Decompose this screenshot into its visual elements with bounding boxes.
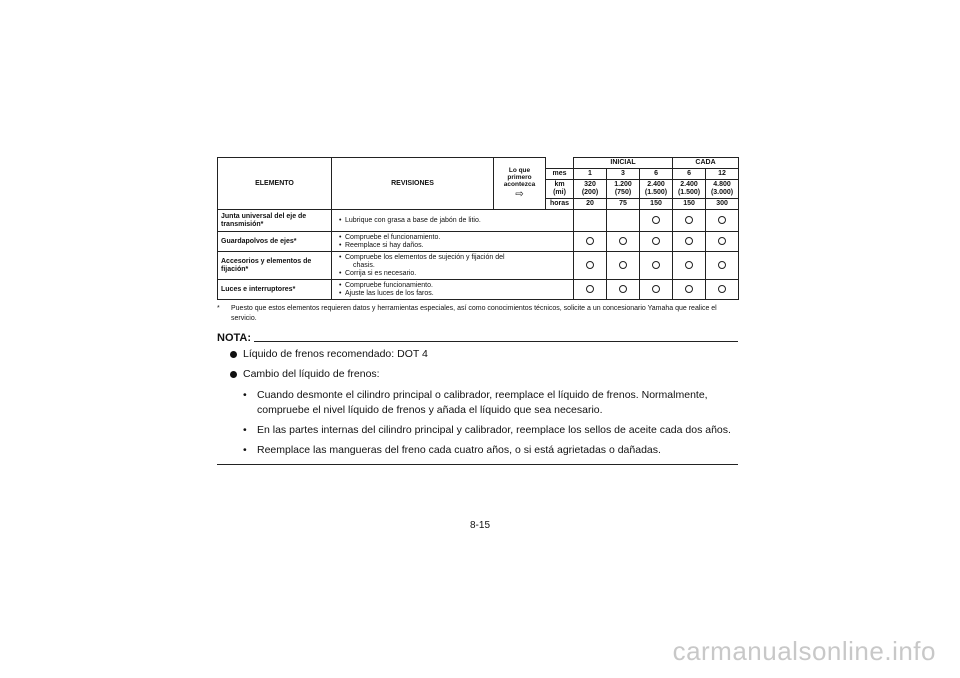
- bullet-icon: •: [243, 423, 247, 436]
- header-revisiones: REVISIONES: [332, 158, 494, 210]
- header-lo-que-primero: [494, 158, 546, 210]
- cell: [607, 252, 640, 280]
- km-value: [640, 180, 673, 199]
- circle-icon: [652, 237, 660, 245]
- circle-icon: [718, 285, 726, 293]
- header-inicial: INICIAL: [574, 158, 673, 169]
- nota-item-text: Cambio del líquido de frenos:: [243, 368, 380, 381]
- label-horas: horas: [546, 199, 574, 210]
- cell: [640, 252, 673, 280]
- table-row: [218, 210, 739, 232]
- check-item: • Corrija si es necesario.: [339, 270, 570, 278]
- horas-value: 20: [574, 199, 607, 210]
- circle-icon: [652, 285, 660, 293]
- cell: [574, 210, 607, 232]
- check-item: • Compruebe los elementos de sujeción y fijación del: [339, 254, 570, 262]
- footnote-text: Puesto que estos elementos requieren datos y herramientas especiales, así como conocimientos técnicos, solicite a un concesionario Yamaha que realice el servicio.: [231, 305, 717, 322]
- row-checks: [332, 280, 574, 300]
- mes-value: 6: [640, 169, 673, 180]
- bullet-icon: [230, 371, 237, 378]
- header-elemento: ELEMENTO: [218, 158, 332, 210]
- check-item: • Compruebe funcionamiento.: [339, 282, 570, 290]
- circle-icon: [718, 261, 726, 269]
- cell: [706, 280, 739, 300]
- circle-icon: [718, 237, 726, 245]
- circle-icon: [652, 261, 660, 269]
- mi: (200): [581, 189, 599, 197]
- nota-divider: [254, 341, 738, 342]
- cell: [673, 210, 706, 232]
- footnote: [217, 304, 738, 323]
- mi: (1.500): [644, 189, 668, 197]
- arrow-right-icon: ⇨: [515, 189, 524, 201]
- km-value: [706, 180, 739, 199]
- km: 2.400: [647, 181, 665, 189]
- nota-subitem-text: En las partes internas del cilindro principal y calibrador, reemplace los sellos de aceite cada dos años.: [257, 423, 731, 436]
- bottom-divider: [217, 464, 738, 465]
- cell: [640, 280, 673, 300]
- bullet-icon: [230, 351, 237, 358]
- circle-icon: [685, 285, 693, 293]
- km: 1.200: [614, 181, 632, 189]
- sub-list-item: [217, 388, 738, 418]
- cell: [640, 210, 673, 232]
- label-km: [546, 180, 574, 199]
- cell: [607, 232, 640, 252]
- cell: [706, 210, 739, 232]
- km-value: [607, 180, 640, 199]
- horas-value: 300: [706, 199, 739, 210]
- circle-icon: [652, 216, 660, 224]
- cell: [574, 232, 607, 252]
- list-item: [217, 367, 738, 382]
- mes-value: 1: [574, 169, 607, 180]
- horas-value: 150: [673, 199, 706, 210]
- cell: [574, 280, 607, 300]
- page-number: 8-15: [469, 520, 490, 531]
- cell: [640, 232, 673, 252]
- cell: [574, 252, 607, 280]
- km: 4.800: [713, 181, 731, 189]
- circle-icon: [685, 261, 693, 269]
- footnote-star: *: [217, 305, 220, 313]
- mes-value: 3: [607, 169, 640, 180]
- nota-header: [217, 332, 738, 344]
- check-item: • Compruebe el funcionamiento.: [339, 234, 570, 242]
- cell: [706, 232, 739, 252]
- row-element: Accesorios y elementos de fijación*: [218, 252, 332, 280]
- horas-value: 75: [607, 199, 640, 210]
- check-item: • Lubrique con grasa a base de jabón de litio.: [339, 217, 570, 225]
- cell: [673, 252, 706, 280]
- circle-icon: [586, 261, 594, 269]
- nota-item-text: Líquido de frenos recomendado: DOT 4: [243, 348, 428, 361]
- lo-que-line2: acontezca: [503, 181, 536, 189]
- check-item-continued: chasis.: [353, 261, 375, 269]
- circle-icon: [619, 261, 627, 269]
- nota-label: NOTA:: [217, 332, 252, 345]
- cell: [607, 210, 640, 232]
- mes-value: 6: [673, 169, 706, 180]
- watermark: carmanualsonline.info: [672, 636, 936, 666]
- check-item: • Reemplace si hay daños.: [339, 242, 570, 250]
- table-row: [218, 280, 739, 300]
- sub-list-item: [217, 443, 738, 458]
- circle-icon: [619, 237, 627, 245]
- bullet-icon: •: [243, 388, 247, 401]
- row-checks: [332, 252, 574, 280]
- mes-value: 12: [706, 169, 739, 180]
- maintenance-table: [217, 157, 739, 300]
- km-value: [673, 180, 706, 199]
- row-element: Luces e interruptores*: [218, 280, 332, 300]
- circle-icon: [586, 285, 594, 293]
- sub-list-item: [217, 423, 738, 438]
- table-row: [218, 252, 739, 280]
- km-label: km: [554, 181, 565, 189]
- cell: [673, 280, 706, 300]
- list-item: [217, 347, 738, 362]
- cell: [706, 252, 739, 280]
- km: 2.400: [680, 181, 698, 189]
- nota-subitem-text: Reemplace las mangueras del freno cada cuatro años, o si está agrietadas o dañadas.: [257, 444, 661, 457]
- circle-icon: [685, 237, 693, 245]
- row-checks: [332, 232, 574, 252]
- mi-label: (mi): [553, 189, 566, 197]
- nota-list: [217, 347, 738, 458]
- bullet-icon: •: [243, 444, 247, 457]
- lo-que-line1: Lo que primero: [507, 166, 532, 182]
- row-element: Guardapolvos de ejes*: [218, 232, 332, 252]
- circle-icon: [718, 216, 726, 224]
- table-row: [218, 232, 739, 252]
- row-element: Junta universal del eje de transmisión*: [218, 210, 332, 232]
- mi: (750): [614, 189, 632, 197]
- mi: (1.500): [677, 189, 701, 197]
- nota-subitem-text: Cuando desmonte el cilindro principal o calibrador, reemplace el líquido de frenos. Normalmente, compruebe el nivel líquido de frenos y añada el líquido que sea necesario.: [257, 388, 708, 416]
- header-blank: [546, 158, 574, 169]
- horas-value: 150: [640, 199, 673, 210]
- km: 320: [584, 181, 596, 189]
- label-mes: mes: [546, 169, 574, 180]
- circle-icon: [586, 237, 594, 245]
- maintenance-sheet: [217, 157, 738, 465]
- km-value: [574, 180, 607, 199]
- circle-icon: [685, 216, 693, 224]
- mi: (3.000): [710, 189, 734, 197]
- row-checks: [332, 210, 574, 232]
- cell: [607, 280, 640, 300]
- cell: [673, 232, 706, 252]
- check-item: • Ajuste las luces de los faros.: [339, 290, 570, 298]
- header-cada: CADA: [673, 158, 739, 169]
- circle-icon: [619, 285, 627, 293]
